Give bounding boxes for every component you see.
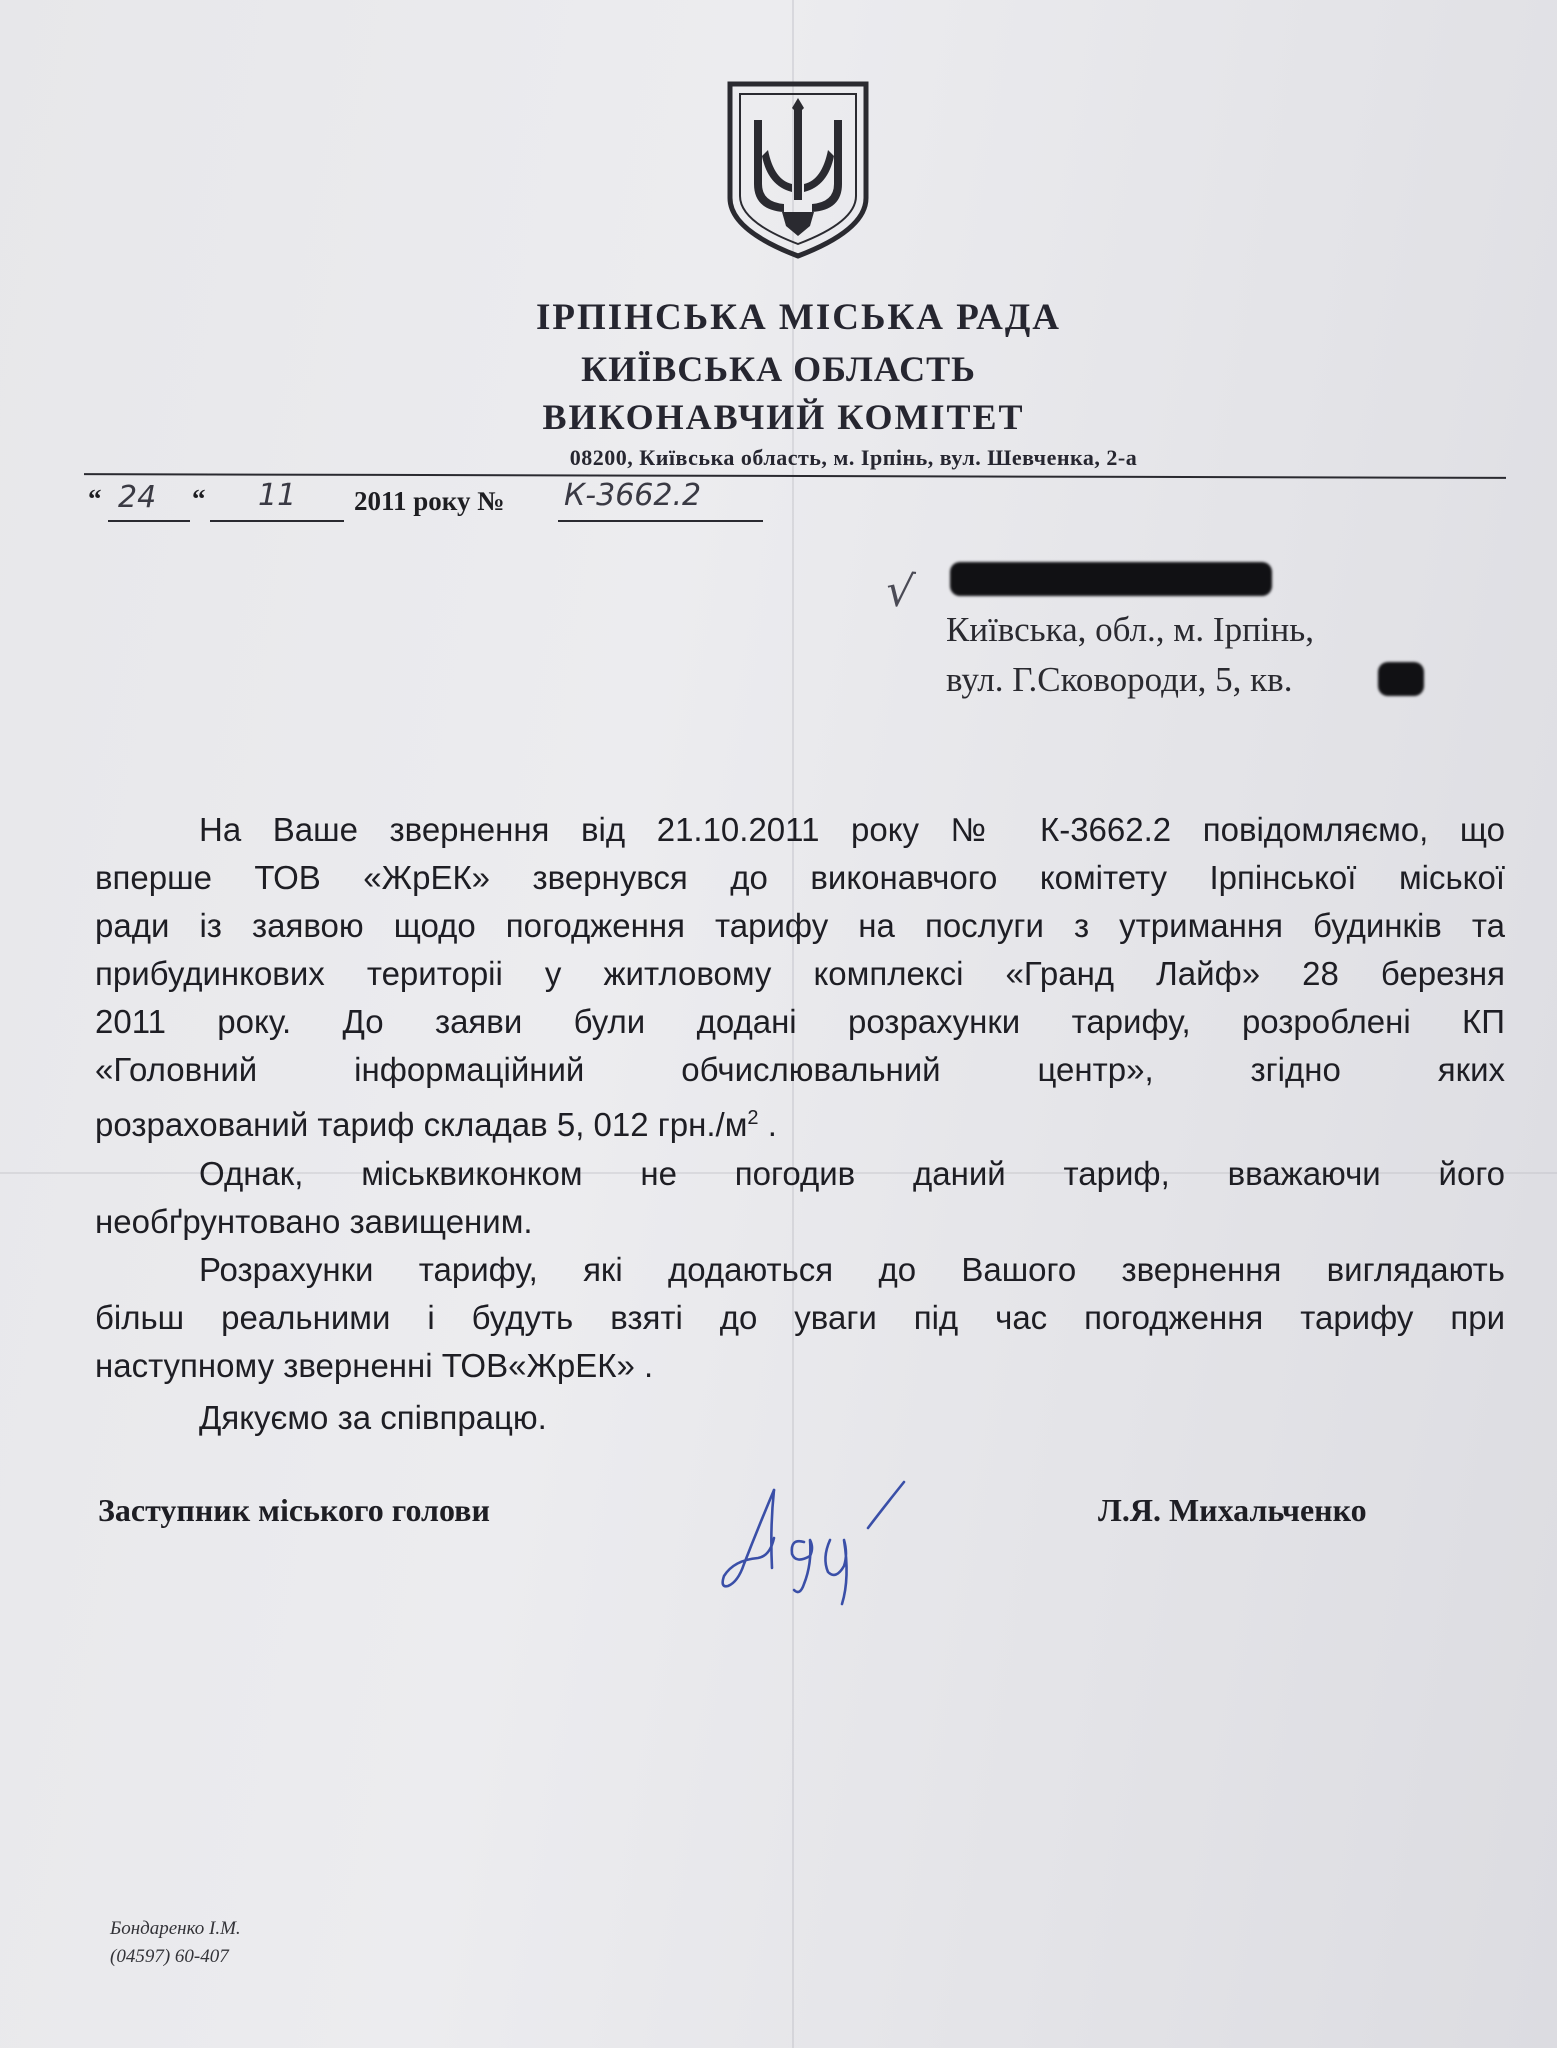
closing-thanks: Дякуємо за співпрацю.: [199, 1399, 547, 1436]
p3-line: наступному зверненні ТОВ«ЖрЕК» .: [95, 1347, 654, 1384]
paragraph-4: [95, 1394, 1505, 1442]
year-label: 2011 року №: [354, 486, 505, 516]
number-underline: [558, 520, 763, 522]
redacted-name: [950, 562, 1272, 596]
header-divider: [84, 473, 1506, 479]
p1-last-line: [95, 1094, 1505, 1149]
tariff-period: .: [758, 1106, 777, 1143]
p1-line: вперше ТОВ «ЖрЕК» звернувся до виконавчого комітету Ірпінської міської: [95, 859, 1505, 896]
p1-line: «Головний інформаційний обчислювальний центр», згідно яких: [95, 1051, 1505, 1088]
handwritten-month: 11: [258, 478, 297, 513]
p1-line: ради із заявою щодо погодження тарифу на послуги з утримання будинків та: [95, 907, 1505, 944]
signer-position: Заступник міського голови: [98, 1492, 490, 1528]
tariff-text: розрахований тариф складав 5, 012 грн./м: [95, 1106, 748, 1143]
day-underline: [108, 520, 190, 522]
signer-name: Л.Я. Михальченко: [1098, 1492, 1367, 1528]
p1-line: 2011 року. До заяви були додані розрахунки тарифу, розроблені КП: [95, 1003, 1505, 1040]
date-number-line: [88, 478, 828, 532]
quote-close: “: [192, 484, 206, 514]
p3-line: Розрахунки тарифу, які додаються до Вашого звернення виглядають: [199, 1251, 1505, 1288]
paragraph-1: [95, 806, 1505, 1149]
executor-phone: (04597) 60-407: [110, 1946, 229, 1967]
region-name: КИЇВСЬКА ОБЛАСТЬ: [581, 349, 976, 389]
p2-line: Однак, міськвиконком не погодив даний тариф, вважаючи його: [199, 1155, 1505, 1192]
handwritten-day: 24: [118, 480, 157, 515]
handwritten-reg-number: К-3662.2: [564, 478, 702, 513]
quote-open: “: [88, 484, 102, 514]
council-address: 08200, Київська область, м. Ірпінь, вул. Шевченка, 2-а: [569, 445, 1138, 470]
square-superscript: 2: [747, 1107, 759, 1129]
handwritten-signature: [718, 1468, 948, 1608]
committee-name: ВИКОНАВЧИЙ КОМІТЕТ: [542, 397, 1025, 437]
check-mark: √: [883, 564, 917, 619]
paragraph-2: [95, 1150, 1505, 1246]
addressee-city: Київська, обл., м. Ірпінь,: [946, 610, 1314, 649]
council-name: ІРПІНСЬКА МІСЬКА РАДА: [535, 297, 1061, 338]
p3-line: більш реальними і будуть взяті до уваги під час погодження тарифу при: [95, 1299, 1505, 1336]
executor-name: Бондаренко І.М.: [110, 1918, 241, 1939]
p1-line: прибудинкових територіі у житловому комплексі «Гранд Лайф» 28 березня: [95, 955, 1505, 992]
p2-line: необґрунтовано завищеним.: [95, 1203, 533, 1240]
trident-emblem-icon: [724, 80, 872, 260]
redacted-apartment: [1378, 662, 1424, 696]
addressee-street: вул. Г.Сковороди, 5, кв.: [946, 660, 1293, 699]
month-underline: [210, 520, 344, 522]
paragraph-3: [95, 1246, 1505, 1390]
p1-line: На Ваше звернення від 21.10.2011 року № К-3662.2 повідомляємо, що: [199, 811, 1505, 848]
